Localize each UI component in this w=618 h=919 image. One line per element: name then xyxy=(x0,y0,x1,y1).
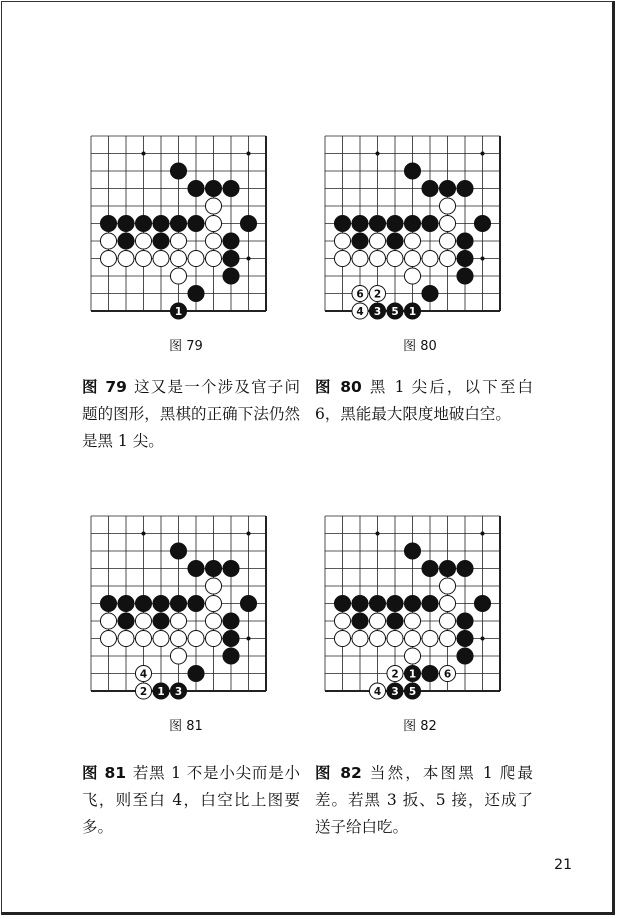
white-stone xyxy=(387,630,403,646)
go-diagram-81 xyxy=(86,512,286,702)
black-stone xyxy=(422,285,438,301)
white-stone xyxy=(100,630,116,646)
paragraph-lead: 图 82 xyxy=(315,764,362,782)
stone-number: 3 xyxy=(174,686,183,698)
black-stone xyxy=(404,303,420,319)
stone-number: 2 xyxy=(139,686,148,698)
white-stone xyxy=(439,198,455,214)
page-number: 21 xyxy=(554,857,572,873)
white-stone xyxy=(135,250,151,266)
black-stone xyxy=(170,595,186,611)
stone-number: 3 xyxy=(391,686,399,698)
white-stone xyxy=(352,285,368,301)
star-point xyxy=(247,257,251,261)
black-stone xyxy=(352,215,368,231)
star-point xyxy=(481,152,485,156)
white-stone xyxy=(439,215,455,231)
go-board-80 xyxy=(320,132,520,322)
black-stone xyxy=(404,163,420,179)
star-point xyxy=(247,532,251,536)
black-stone xyxy=(223,560,239,576)
stone-number: 6 xyxy=(443,668,452,681)
stone-number: 2 xyxy=(373,288,382,301)
black-stone xyxy=(387,303,403,319)
white-stone xyxy=(205,215,221,231)
black-stone xyxy=(404,595,420,611)
white-stone xyxy=(205,198,221,214)
go-board-82 xyxy=(320,512,520,702)
black-stone xyxy=(170,543,186,559)
paragraph-lead: 图 79 xyxy=(82,378,127,396)
star-point xyxy=(481,532,485,536)
black-stone xyxy=(205,560,221,576)
black-stone xyxy=(205,180,221,196)
white-stone xyxy=(135,630,151,646)
black-stone xyxy=(334,595,350,611)
stone-number: 1 xyxy=(408,668,417,681)
stone-number: 1 xyxy=(174,306,183,318)
white-stone xyxy=(135,233,151,249)
black-stone xyxy=(404,215,420,231)
black-stone xyxy=(352,613,368,629)
black-stone xyxy=(153,233,169,249)
black-stone xyxy=(223,268,239,284)
white-stone xyxy=(369,683,385,699)
white-stone xyxy=(118,250,134,266)
black-stone xyxy=(153,683,169,699)
white-stone xyxy=(387,250,403,266)
black-stone xyxy=(404,665,420,681)
paragraph-text: 当然，本图黑 1 爬最差。若黑 3 扳、5 接，还成了送子给白吃。 xyxy=(315,764,534,836)
white-stone xyxy=(100,250,116,266)
white-stone xyxy=(205,630,221,646)
black-stone xyxy=(223,250,239,266)
star-point xyxy=(247,637,251,641)
white-stone xyxy=(404,250,420,266)
white-stone xyxy=(170,233,186,249)
white-stone xyxy=(153,250,169,266)
white-stone xyxy=(422,250,438,266)
white-stone xyxy=(369,630,385,646)
black-stone xyxy=(439,180,455,196)
white-stone xyxy=(170,268,186,284)
black-stone xyxy=(352,595,368,611)
black-stone xyxy=(369,215,385,231)
white-stone xyxy=(170,613,186,629)
black-stone xyxy=(223,180,239,196)
black-stone xyxy=(387,683,403,699)
black-stone xyxy=(118,613,134,629)
figure-caption-81: 图 81 xyxy=(169,719,203,734)
white-stone xyxy=(205,595,221,611)
paragraph-text: 这又是一个涉及官子问题的图形，黑棋的正确下法仍然是黑 1 尖。 xyxy=(82,378,300,450)
black-stone xyxy=(153,613,169,629)
star-point xyxy=(247,152,251,156)
white-stone xyxy=(404,630,420,646)
star-point xyxy=(481,257,485,261)
black-stone xyxy=(170,303,186,319)
paragraph-81 xyxy=(82,760,300,841)
white-stone xyxy=(352,630,368,646)
go-board-79 xyxy=(86,132,286,322)
star-point xyxy=(376,532,380,536)
white-stone xyxy=(334,613,350,629)
star-point xyxy=(376,152,380,156)
white-stone xyxy=(422,630,438,646)
white-stone xyxy=(439,250,455,266)
stone-number: 4 xyxy=(356,306,364,318)
black-stone xyxy=(422,215,438,231)
star-point xyxy=(481,637,485,641)
white-stone xyxy=(439,595,455,611)
stone-number: 4 xyxy=(373,686,382,698)
black-stone xyxy=(170,163,186,179)
black-stone xyxy=(387,233,403,249)
white-stone xyxy=(334,250,350,266)
white-stone xyxy=(387,665,403,681)
go-diagram-79 xyxy=(86,132,286,322)
black-stone xyxy=(457,268,473,284)
black-stone xyxy=(422,180,438,196)
white-stone xyxy=(205,578,221,594)
white-stone xyxy=(205,613,221,629)
white-stone xyxy=(439,578,455,594)
black-stone xyxy=(223,648,239,664)
figure-caption-82: 图 82 xyxy=(403,719,437,734)
white-stone xyxy=(369,285,385,301)
black-stone xyxy=(457,233,473,249)
white-stone xyxy=(170,648,186,664)
paragraph-80 xyxy=(315,374,533,428)
white-stone xyxy=(352,303,368,319)
white-stone xyxy=(404,268,420,284)
black-stone xyxy=(118,595,134,611)
stone-number: 1 xyxy=(157,686,165,698)
white-stone xyxy=(369,613,385,629)
black-stone xyxy=(240,595,256,611)
black-stone xyxy=(369,595,385,611)
black-stone xyxy=(188,665,204,681)
black-stone xyxy=(100,595,116,611)
stone-number: 5 xyxy=(408,686,417,698)
paragraph-79 xyxy=(82,374,300,455)
white-stone xyxy=(100,233,116,249)
white-stone xyxy=(439,233,455,249)
black-stone xyxy=(188,595,204,611)
stone-number: 6 xyxy=(356,288,364,301)
white-stone xyxy=(439,665,455,681)
go-board-81 xyxy=(86,512,286,702)
black-stone xyxy=(188,560,204,576)
black-stone xyxy=(457,180,473,196)
black-stone xyxy=(422,665,438,681)
figure-caption-79: 图 79 xyxy=(169,339,203,354)
black-stone xyxy=(352,233,368,249)
paragraph-text: 黑 1 尖后，以下至白 6，黑能最大限度地破白空。 xyxy=(315,378,534,423)
stone-number: 3 xyxy=(373,306,382,318)
white-stone xyxy=(100,613,116,629)
white-stone xyxy=(118,630,134,646)
black-stone xyxy=(153,215,169,231)
black-stone xyxy=(439,560,455,576)
paragraph-lead: 图 81 xyxy=(82,764,127,782)
white-stone xyxy=(205,233,221,249)
go-diagram-80 xyxy=(320,132,520,322)
black-stone xyxy=(240,215,256,231)
black-stone xyxy=(387,215,403,231)
black-stone xyxy=(474,595,490,611)
black-stone xyxy=(135,595,151,611)
black-stone xyxy=(188,285,204,301)
black-stone xyxy=(404,683,420,699)
stone-number: 5 xyxy=(391,306,399,318)
white-stone xyxy=(135,613,151,629)
black-stone xyxy=(118,233,134,249)
black-stone xyxy=(387,613,403,629)
black-stone xyxy=(223,613,239,629)
paragraph-text: 若黑 1 不是小尖而是小飞，则至白 4，白空比上图要多。 xyxy=(82,764,301,836)
white-stone xyxy=(153,630,169,646)
white-stone xyxy=(404,613,420,629)
book-page xyxy=(1,1,615,915)
white-stone xyxy=(135,683,151,699)
white-stone xyxy=(352,250,368,266)
stone-number: 4 xyxy=(139,668,148,681)
white-stone xyxy=(404,648,420,664)
white-stone xyxy=(439,630,455,646)
figure-caption-80: 图 80 xyxy=(403,339,437,354)
black-stone xyxy=(387,595,403,611)
stone-number: 2 xyxy=(391,668,399,681)
paragraph-82 xyxy=(315,760,533,841)
white-stone xyxy=(188,630,204,646)
black-stone xyxy=(118,215,134,231)
white-stone xyxy=(334,630,350,646)
white-stone xyxy=(170,630,186,646)
black-stone xyxy=(135,215,151,231)
black-stone xyxy=(457,560,473,576)
black-stone xyxy=(457,630,473,646)
black-stone xyxy=(474,215,490,231)
white-stone xyxy=(369,250,385,266)
black-stone xyxy=(369,303,385,319)
white-stone xyxy=(439,613,455,629)
black-stone xyxy=(170,683,186,699)
white-stone xyxy=(188,250,204,266)
go-diagram-82 xyxy=(320,512,520,702)
black-stone xyxy=(170,215,186,231)
white-stone xyxy=(404,233,420,249)
white-stone xyxy=(205,250,221,266)
black-stone xyxy=(422,560,438,576)
stone-number: 1 xyxy=(408,306,417,318)
paragraph-lead: 图 80 xyxy=(315,378,362,396)
star-point xyxy=(142,152,146,156)
black-stone xyxy=(188,215,204,231)
black-stone xyxy=(223,233,239,249)
black-stone xyxy=(153,595,169,611)
white-stone xyxy=(369,233,385,249)
black-stone xyxy=(188,180,204,196)
black-stone xyxy=(223,630,239,646)
black-stone xyxy=(100,215,116,231)
white-stone xyxy=(170,250,186,266)
white-stone xyxy=(334,233,350,249)
star-point xyxy=(142,532,146,536)
white-stone xyxy=(135,665,151,681)
black-stone xyxy=(334,215,350,231)
black-stone xyxy=(457,250,473,266)
black-stone xyxy=(457,613,473,629)
black-stone xyxy=(457,648,473,664)
black-stone xyxy=(422,595,438,611)
black-stone xyxy=(404,543,420,559)
